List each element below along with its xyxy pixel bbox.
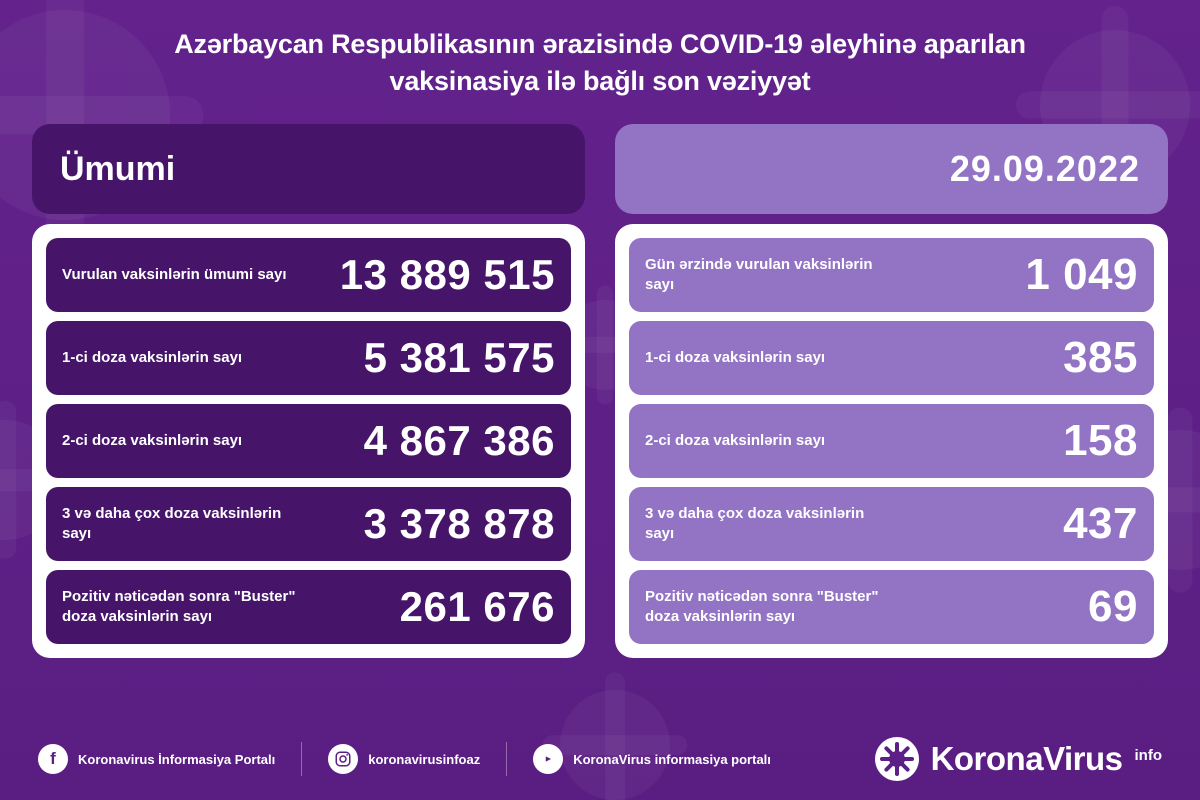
- social-label: koronavirusinfoaz: [368, 751, 481, 767]
- footer: [0, 718, 1200, 800]
- stat-label: 2-ci doza vaksinlərin sayı: [645, 432, 826, 449]
- stat-value: 4 867 386: [363, 417, 555, 464]
- total-column-title: Ümumi: [60, 149, 176, 188]
- stat-label: 1-ci doza vaksinlərin sayı: [645, 349, 826, 366]
- report-date: 29.09.2022: [949, 148, 1140, 189]
- table-row: [46, 487, 571, 561]
- stat-value: 261 676: [399, 583, 555, 630]
- stat-value: 13 889 515: [339, 251, 555, 298]
- stats-columns: [0, 110, 1200, 658]
- total-column-header: [32, 124, 585, 214]
- stat-label: Vurulan vaksinlərin ümumi sayı: [62, 266, 287, 283]
- brand-logo: [875, 737, 1162, 781]
- stat-label: Pozitiv nəticədən sonra "Buster" doza vaksinlərin sayı: [62, 588, 296, 625]
- stat-label: 3 və daha çox doza vaksinlərin sayı: [62, 505, 282, 542]
- stat-label: Pozitiv nəticədən sonra "Buster" doza vaksinlərin sayı: [645, 588, 879, 625]
- stat-value: 69: [1088, 582, 1138, 631]
- brand-suffix: info: [1134, 747, 1162, 764]
- table-row: [46, 238, 571, 312]
- table-row: [46, 404, 571, 478]
- youtube-icon: [533, 744, 563, 774]
- stat-value: 158: [1063, 416, 1138, 465]
- table-row: [629, 238, 1154, 312]
- social-links: [38, 742, 875, 776]
- daily-column: [615, 124, 1168, 658]
- social-label: KoronaVirus informasiya portalı: [573, 751, 771, 767]
- stat-value: 1 049: [1025, 250, 1138, 299]
- total-stats-panel: [32, 224, 585, 658]
- footer-divider: [301, 742, 302, 776]
- table-row: [629, 321, 1154, 395]
- stat-value: 5 381 575: [363, 334, 555, 381]
- daily-stats-panel: [615, 224, 1168, 658]
- stat-label: 3 və daha çox doza vaksinlərin sayı: [645, 505, 865, 542]
- stat-label: 2-ci doza vaksinlərin sayı: [62, 432, 243, 449]
- social-label: Koronavirus İnformasiya Portalı: [78, 751, 276, 767]
- stat-value: 437: [1063, 499, 1138, 548]
- daily-column-header: [615, 124, 1168, 214]
- page-header: [0, 0, 1200, 110]
- table-row: [629, 570, 1154, 644]
- total-column: [32, 124, 585, 658]
- stat-label: 1-ci doza vaksinlərin sayı: [62, 349, 243, 366]
- instagram-icon: [328, 744, 358, 774]
- page-title: Azərbaycan Respublikasının ərazisində COVID-19 əleyhinə aparılan vaksinasiya ilə bağlı son vəziyyət: [174, 29, 1026, 96]
- facebook-icon: f: [38, 744, 68, 774]
- social-link-facebook[interactable]: [38, 744, 275, 774]
- footer-divider: [506, 742, 507, 776]
- stat-value: 385: [1063, 333, 1138, 382]
- coronavirus-logo-icon: [875, 737, 919, 781]
- table-row: [46, 321, 571, 395]
- table-row: [629, 487, 1154, 561]
- stat-value: 3 378 878: [363, 500, 555, 547]
- brand-name: KoronaVirus: [930, 740, 1123, 777]
- table-row: [629, 404, 1154, 478]
- table-row: [46, 570, 571, 644]
- social-link-youtube[interactable]: [533, 744, 771, 774]
- stat-label: Gün ərzində vurulan vaksinlərin sayı: [645, 256, 873, 293]
- social-link-instagram[interactable]: [328, 744, 480, 774]
